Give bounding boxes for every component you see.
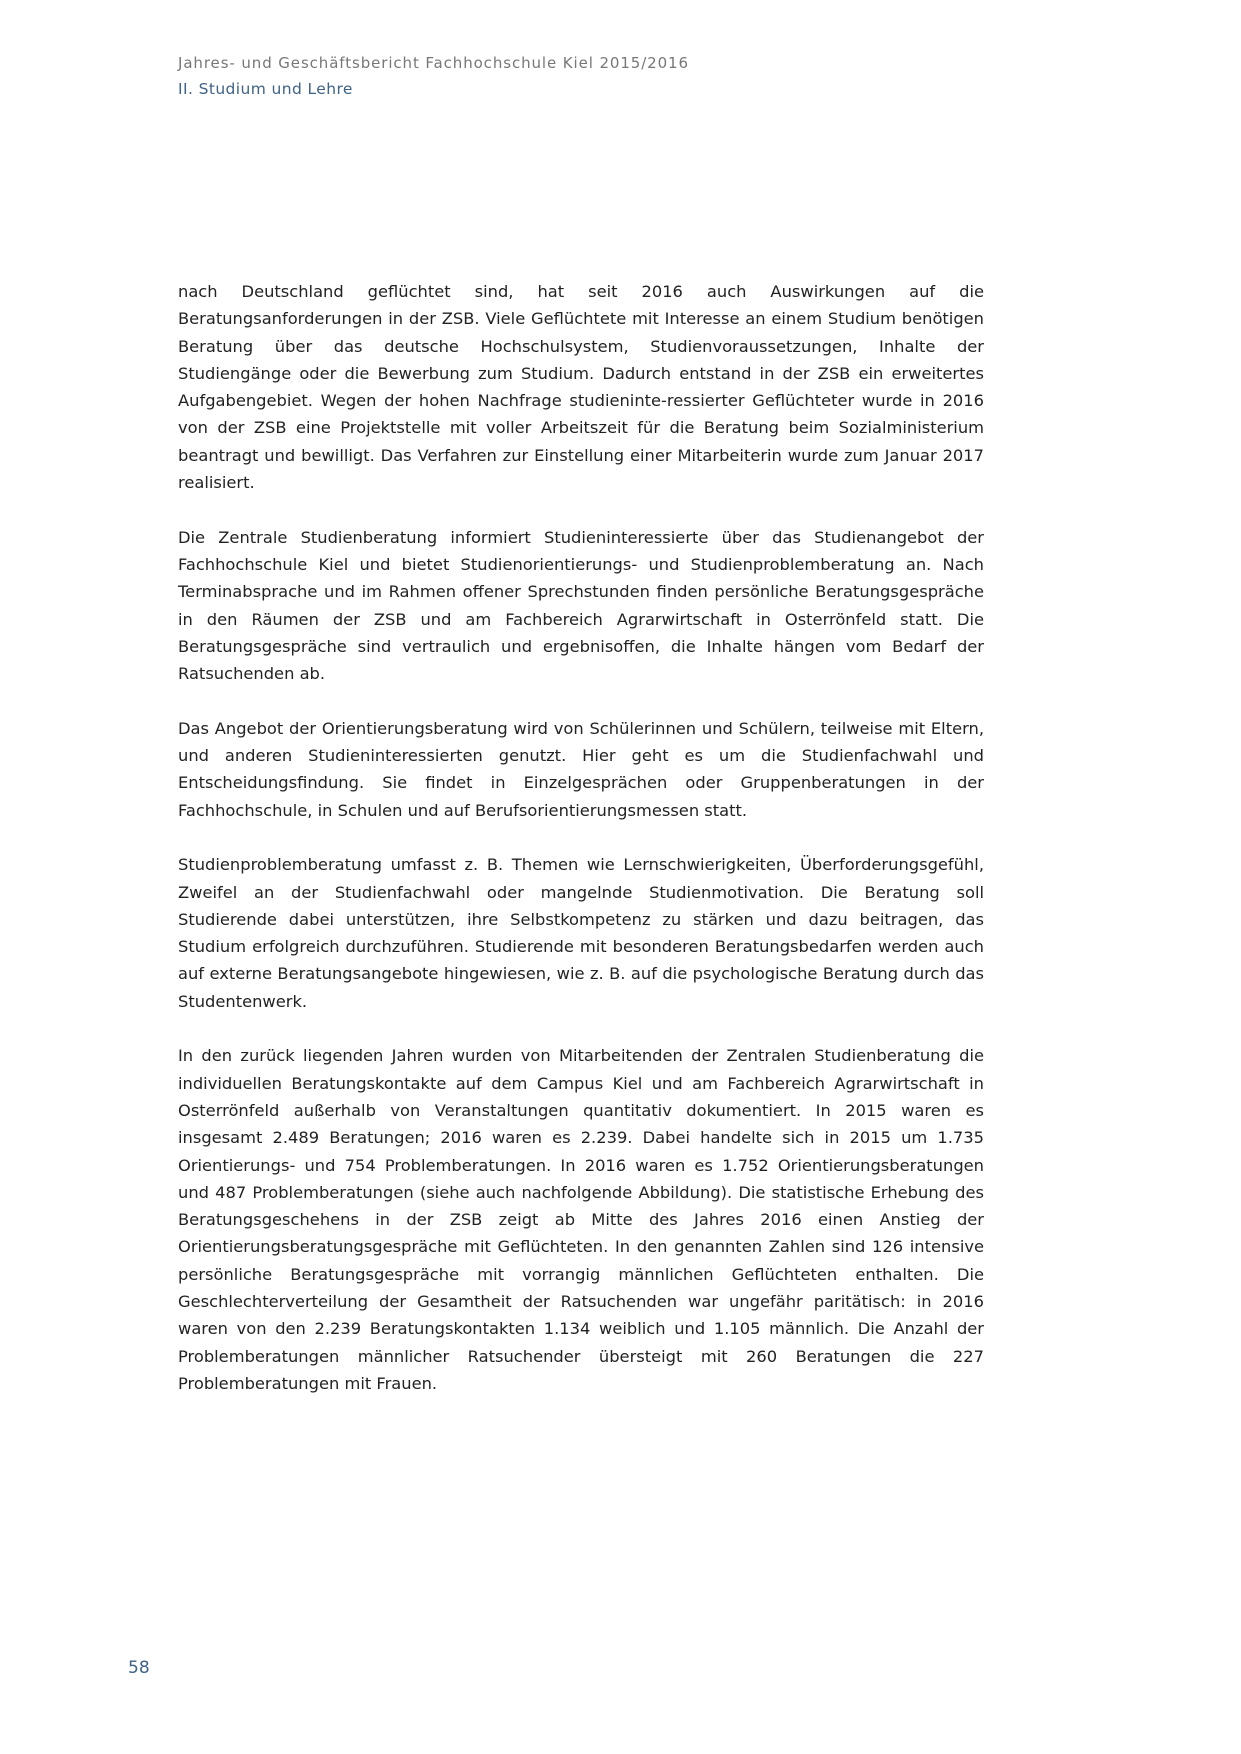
body-text	[178, 278, 984, 1424]
report-title: Jahres- und Geschäftsbericht Fachhochschule Kiel 2015/2016	[178, 54, 689, 72]
paragraph: nach Deutschland geflüchtet sind, hat seit 2016 auch Auswirkungen auf die Beratungsanforderungen in der ZSB. Viele Geflüchtete mit Interesse an einem Studium benötigen Beratung über das deutsche Hochschulsystem, Studienvoraussetzungen, Inhalte der Studiengänge oder die Bewerbung zum Studium. Dadurch entstand in der ZSB ein erweitertes Aufgabengebiet. Wegen der hohen Nachfrage studieninte-ressierter Geflüchteter wurde in 2016 von der ZSB eine Projektstelle mit voller Arbeitszeit für die Beratung beim Sozialministerium beantragt und bewilligt. Das Verfahren zur Einstellung einer Mitarbeiterin wurde zum Januar 2017 realisiert.	[178, 282, 984, 493]
paragraph: Studienproblemberatung umfasst z. B. Themen wie Lernschwierigkeiten, Überforderungsgefühl, Zweifel an der Studienfachwahl oder mangelnde Studienmotivation. Die Beratung soll Studierende dabei unterstützen, ihre Selbstkompetenz zu stärken und dazu beitragen, das Studium erfolgreich durchzuführen. Studierende mit besonderen Beratungsbedarfen werden auch auf externe Beratungsangebote hingewiesen, wie z. B. auf die psychologische Beratung durch das Studentenwerk.	[178, 855, 984, 1011]
running-header	[178, 50, 689, 102]
page-number: 58	[128, 1658, 150, 1678]
paragraph: Das Angebot der Orientierungsberatung wird von Schülerinnen und Schülern, teilweise mit Eltern, und anderen Studieninteressierten genutzt. Hier geht es um die Studienfachwahl und Entscheidungsfindung. Sie findet in Einzelgesprächen oder Gruppenberatungen in der Fachhochschule, in Schulen und auf Berufsorientierungsmessen statt.	[178, 718, 984, 820]
paragraph: Die Zentrale Studienberatung informiert Studieninteressierte über das Studienangebot der Fachhochschule Kiel und bietet Studienorientierungs- und Studienproblemberatung an. Nach Terminabsprache und im Rahmen offener Sprechstunden finden persönliche Beratungsgespräche in den Räumen der ZSB und am Fachbereich Agrarwirtschaft in Osterrönfeld statt. Die Beratungsgespräche sind vertraulich und ergebnisoffen, die Inhalte hängen vom Bedarf der Ratsuchenden ab.	[178, 527, 984, 684]
section-title: II. Studium und Lehre	[178, 80, 353, 98]
paragraph: In den zurück liegenden Jahren wurden von Mitarbeitenden der Zentralen Studienberatung die individuellen Beratungskontakte auf dem Campus Kiel und am Fachbereich Agrarwirtschaft in Osterrönfeld außerhalb von Veranstaltungen quantitativ dokumentiert. In 2015 waren es insgesamt 2.489 Beratungen; 2016 waren es 2.239. Dabei handelte sich in 2015 um 1.735 Orientierungs- und 754 Problemberatungen. In 2016 waren es 1.752 Orientierungsberatungen und 487 Problemberatungen (siehe auch nachfolgende Abbildung). Die statistische Erhebung des Beratungsgeschehens in der ZSB zeigt ab Mitte des Jahres 2016 einen Anstieg der Orientierungsberatungsgespräche mit Geflüchteten. In den genannten Zahlen sind 126 intensive persönliche Beratungsgespräche mit vorrangig männlichen Geflüchteten enthalten. Die Geschlechterverteilung der Gesamtheit der Ratsuchenden war ungefähr paritätisch: in 2016 waren von den 2.239 Beratungskontakten 1.134 weiblich und 1.105 männlich. Die Anzahl der Problemberatungen männlicher Ratsuchender übersteigt mit 260 Beratungen die 227 Problemberatungen mit Frauen.	[178, 1046, 984, 1393]
